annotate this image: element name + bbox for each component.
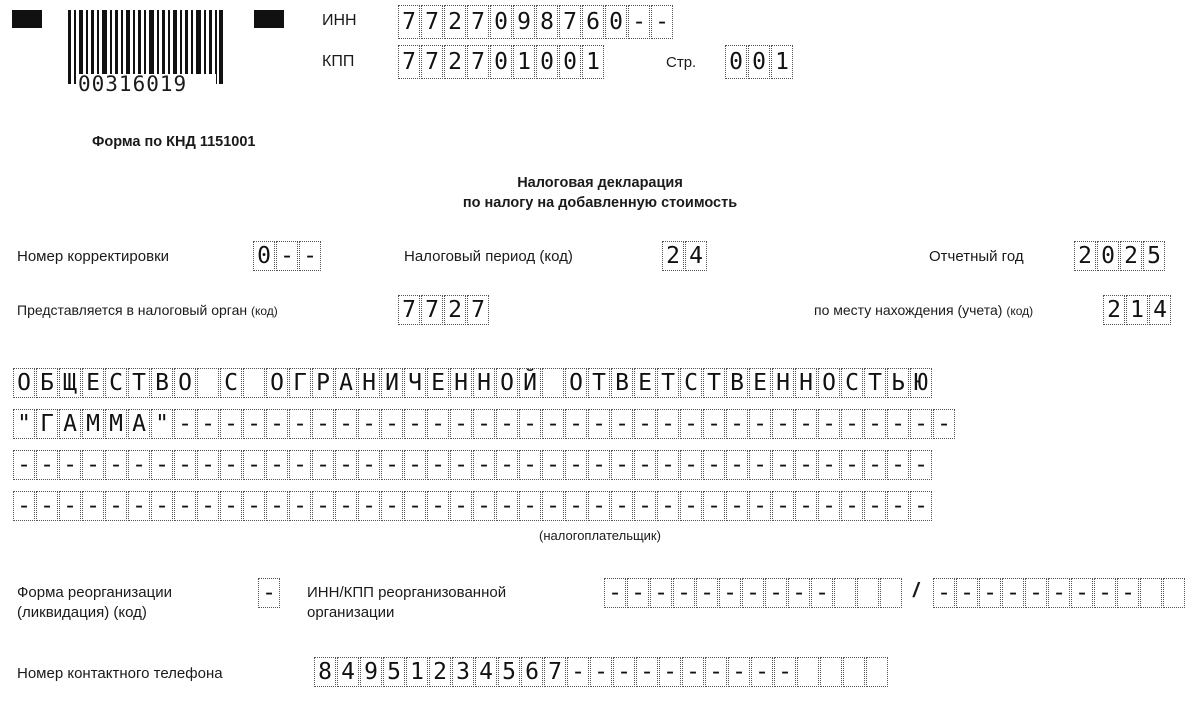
char-cell[interactable]: Г xyxy=(36,409,58,439)
char-cell[interactable]: - xyxy=(726,450,748,480)
char-cell[interactable]: С xyxy=(841,368,863,398)
char-cell[interactable]: - xyxy=(59,491,81,521)
char-cell[interactable]: - xyxy=(174,491,196,521)
char-cell[interactable]: 5 xyxy=(1143,241,1165,271)
char-cell[interactable]: 6 xyxy=(582,5,604,39)
taxpayer-row-4[interactable] xyxy=(13,491,933,521)
char-cell[interactable]: - xyxy=(751,657,773,687)
char-cell[interactable]: 5 xyxy=(383,657,405,687)
char-cell[interactable]: - xyxy=(841,450,863,480)
char-cell[interactable]: - xyxy=(811,578,833,608)
char-cell[interactable]: - xyxy=(358,450,380,480)
char-cell[interactable]: - xyxy=(567,657,589,687)
char-cell[interactable]: 2 xyxy=(1103,295,1125,325)
char-cell[interactable]: 4 xyxy=(685,241,707,271)
char-cell[interactable]: - xyxy=(289,491,311,521)
char-cell[interactable]: - xyxy=(887,450,909,480)
char-cell[interactable] xyxy=(866,657,888,687)
char-cell[interactable]: - xyxy=(13,450,35,480)
char-cell[interactable]: - xyxy=(680,450,702,480)
char-cell[interactable]: - xyxy=(933,409,955,439)
taxpayer-row-3[interactable] xyxy=(13,450,933,480)
char-cell[interactable]: - xyxy=(13,491,35,521)
char-cell[interactable]: - xyxy=(404,409,426,439)
char-cell[interactable]: - xyxy=(59,450,81,480)
char-cell[interactable]: - xyxy=(604,578,626,608)
char-cell[interactable]: 0 xyxy=(253,241,275,271)
location-cells[interactable] xyxy=(1103,295,1172,325)
char-cell[interactable]: - xyxy=(542,491,564,521)
char-cell[interactable]: - xyxy=(243,450,265,480)
char-cell[interactable]: - xyxy=(220,491,242,521)
char-cell[interactable]: 0 xyxy=(1097,241,1119,271)
char-cell[interactable] xyxy=(197,368,219,398)
char-cell[interactable]: - xyxy=(611,491,633,521)
char-cell[interactable]: - xyxy=(174,450,196,480)
location-label-text: по месту нахождения (учета) xyxy=(814,302,1003,318)
char-cell[interactable]: - xyxy=(910,409,932,439)
char-cell[interactable]: - xyxy=(519,409,541,439)
char-cell[interactable]: 0 xyxy=(725,45,747,79)
reorg-inn-kpp-label-line-1: ИНН/КПП реорганизованной xyxy=(307,584,507,601)
char-cell[interactable]: - xyxy=(590,657,612,687)
char-cell[interactable]: - xyxy=(450,409,472,439)
taxpayer-row-1[interactable] xyxy=(13,368,933,398)
char-cell[interactable]: - xyxy=(565,450,587,480)
char-cell[interactable]: - xyxy=(696,578,718,608)
char-cell[interactable]: - xyxy=(519,491,541,521)
title-line-2: по налогу на добавленную стоимость xyxy=(462,195,738,211)
char-cell[interactable]: - xyxy=(627,578,649,608)
correction-cells[interactable] xyxy=(253,241,322,271)
char-cell[interactable]: - xyxy=(220,450,242,480)
char-cell[interactable]: " xyxy=(13,409,35,439)
char-cell[interactable]: - xyxy=(243,409,265,439)
char-cell[interactable]: - xyxy=(795,491,817,521)
document-title xyxy=(300,173,900,213)
char-cell[interactable]: Т xyxy=(703,368,725,398)
barcode xyxy=(66,8,226,98)
char-cell[interactable]: 6 xyxy=(521,657,543,687)
char-cell[interactable]: Е xyxy=(749,368,771,398)
char-cell[interactable]: - xyxy=(657,409,679,439)
char-cell[interactable]: Й xyxy=(519,368,541,398)
char-cell[interactable]: 2 xyxy=(444,45,466,79)
kpp-label: КПП xyxy=(322,53,355,70)
char-cell[interactable]: - xyxy=(788,578,810,608)
char-cell[interactable]: - xyxy=(657,491,679,521)
char-cell[interactable]: - xyxy=(381,450,403,480)
char-cell[interactable]: - xyxy=(299,241,321,271)
char-cell[interactable]: 7 xyxy=(398,45,420,79)
char-cell[interactable]: - xyxy=(197,409,219,439)
char-cell[interactable]: 2 xyxy=(444,295,466,325)
tax-authority-label-suffix: (код) xyxy=(250,304,278,318)
char-cell[interactable]: 2 xyxy=(429,657,451,687)
char-cell[interactable]: - xyxy=(772,409,794,439)
char-cell[interactable]: Н xyxy=(795,368,817,398)
char-cell[interactable]: - xyxy=(381,491,403,521)
char-cell[interactable]: - xyxy=(128,491,150,521)
char-cell[interactable]: И xyxy=(381,368,403,398)
char-cell[interactable]: О xyxy=(13,368,35,398)
char-cell[interactable]: - xyxy=(588,409,610,439)
char-cell[interactable]: - xyxy=(105,450,127,480)
char-cell[interactable] xyxy=(843,657,865,687)
char-cell[interactable]: - xyxy=(841,491,863,521)
registration-marker-right xyxy=(254,10,284,28)
char-cell[interactable]: - xyxy=(1117,578,1139,608)
char-cell[interactable]: 0 xyxy=(490,45,512,79)
page-label: Стр. xyxy=(666,54,697,71)
char-cell[interactable]: 4 xyxy=(475,657,497,687)
char-cell[interactable]: - xyxy=(818,409,840,439)
char-cell[interactable]: - xyxy=(335,409,357,439)
char-cell[interactable]: - xyxy=(772,491,794,521)
char-cell[interactable]: 0 xyxy=(490,5,512,39)
char-cell[interactable]: - xyxy=(473,450,495,480)
char-cell[interactable]: - xyxy=(496,450,518,480)
char-cell[interactable]: - xyxy=(197,491,219,521)
char-cell[interactable] xyxy=(243,368,265,398)
char-cell[interactable]: - xyxy=(312,409,334,439)
char-cell[interactable]: - xyxy=(36,450,58,480)
inn-label: ИНН xyxy=(322,12,357,29)
char-cell[interactable]: - xyxy=(749,491,771,521)
char-cell[interactable]: - xyxy=(358,409,380,439)
char-cell[interactable]: Н xyxy=(772,368,794,398)
char-cell[interactable]: 0 xyxy=(605,5,627,39)
char-cell[interactable]: - xyxy=(565,409,587,439)
tax-authority-label-text: Представляется в налоговый орган xyxy=(17,302,248,318)
reorg-form-cells[interactable] xyxy=(258,578,281,608)
reorg-form-label-line-1: Форма реорганизации xyxy=(17,584,172,601)
char-cell[interactable]: 8 xyxy=(314,657,336,687)
reorg-form-label-line-2: (ликвидация) (код) xyxy=(17,604,147,621)
char-cell[interactable]: Т xyxy=(128,368,150,398)
char-cell[interactable]: Щ xyxy=(59,368,81,398)
taxpayer-caption: (налогоплательщик) xyxy=(539,528,661,543)
char-cell[interactable]: - xyxy=(703,450,725,480)
char-cell[interactable] xyxy=(1140,578,1162,608)
char-cell[interactable]: - xyxy=(680,491,702,521)
title-line-1: Налоговая декларация xyxy=(517,175,683,191)
taxpayer-row-2[interactable] xyxy=(13,409,956,439)
char-cell[interactable]: - xyxy=(1025,578,1047,608)
char-cell[interactable]: - xyxy=(703,491,725,521)
reorg-separator: / xyxy=(913,580,919,602)
correction-label: Номер корректировки xyxy=(17,248,170,265)
period-cells[interactable] xyxy=(662,241,708,271)
char-cell[interactable]: Е xyxy=(634,368,656,398)
char-cell[interactable]: Ю xyxy=(910,368,932,398)
char-cell[interactable]: - xyxy=(289,450,311,480)
char-cell[interactable]: Е xyxy=(427,368,449,398)
char-cell[interactable]: 8 xyxy=(536,5,558,39)
location-label-suffix: (код) xyxy=(1006,304,1034,318)
char-cell[interactable]: - xyxy=(496,409,518,439)
inn-cells[interactable] xyxy=(398,5,674,39)
char-cell[interactable]: Т xyxy=(864,368,886,398)
char-cell[interactable]: Ь xyxy=(887,368,909,398)
char-cell[interactable]: М xyxy=(82,409,104,439)
char-cell[interactable]: 5 xyxy=(498,657,520,687)
char-cell[interactable] xyxy=(834,578,856,608)
char-cell[interactable]: 7 xyxy=(467,45,489,79)
char-cell[interactable]: 7 xyxy=(398,5,420,39)
reorg-inn-kpp-label-line-2: организации xyxy=(307,604,395,621)
char-cell[interactable] xyxy=(1163,578,1185,608)
char-cell[interactable]: - xyxy=(650,578,672,608)
char-cell[interactable]: - xyxy=(765,578,787,608)
char-cell[interactable]: С xyxy=(220,368,242,398)
char-cell[interactable]: Т xyxy=(588,368,610,398)
char-cell[interactable]: 9 xyxy=(360,657,382,687)
char-cell[interactable]: Н xyxy=(358,368,380,398)
char-cell[interactable]: - xyxy=(705,657,727,687)
char-cell[interactable]: - xyxy=(1071,578,1093,608)
char-cell[interactable]: - xyxy=(197,450,219,480)
char-cell[interactable]: - xyxy=(381,409,403,439)
phone-label: Номер контактного телефона xyxy=(17,665,223,682)
char-cell[interactable]: 1 xyxy=(771,45,793,79)
char-cell[interactable]: - xyxy=(979,578,1001,608)
char-cell[interactable]: - xyxy=(657,450,679,480)
char-cell[interactable]: - xyxy=(726,409,748,439)
char-cell[interactable]: - xyxy=(450,491,472,521)
char-cell[interactable]: - xyxy=(276,241,298,271)
char-cell[interactable]: 7 xyxy=(467,295,489,325)
char-cell[interactable]: А xyxy=(59,409,81,439)
char-cell[interactable]: - xyxy=(1048,578,1070,608)
char-cell[interactable]: - xyxy=(956,578,978,608)
char-cell[interactable]: - xyxy=(427,450,449,480)
char-cell[interactable]: - xyxy=(266,491,288,521)
char-cell[interactable]: - xyxy=(864,491,886,521)
char-cell[interactable]: 9 xyxy=(513,5,535,39)
location-label xyxy=(814,302,1033,318)
char-cell[interactable]: - xyxy=(703,409,725,439)
char-cell[interactable]: Ч xyxy=(404,368,426,398)
period-label: Налоговый период (код) xyxy=(404,248,573,265)
char-cell[interactable]: 1 xyxy=(582,45,604,79)
char-cell[interactable]: В xyxy=(726,368,748,398)
char-cell[interactable]: - xyxy=(749,409,771,439)
char-cell[interactable]: - xyxy=(1094,578,1116,608)
char-cell[interactable]: - xyxy=(289,409,311,439)
char-cell[interactable]: - xyxy=(933,578,955,608)
char-cell[interactable]: - xyxy=(220,409,242,439)
char-cell[interactable]: - xyxy=(673,578,695,608)
year-label: Отчетный год xyxy=(929,248,1024,265)
char-cell[interactable]: - xyxy=(174,409,196,439)
char-cell[interactable]: А xyxy=(128,409,150,439)
char-cell[interactable]: - xyxy=(651,5,673,39)
char-cell[interactable]: - xyxy=(613,657,635,687)
char-cell[interactable]: С xyxy=(680,368,702,398)
char-cell[interactable]: 2 xyxy=(662,241,684,271)
char-cell[interactable]: - xyxy=(36,491,58,521)
char-cell[interactable]: - xyxy=(774,657,796,687)
char-cell[interactable]: - xyxy=(404,450,426,480)
char-cell[interactable]: - xyxy=(588,491,610,521)
char-cell[interactable]: Б xyxy=(36,368,58,398)
char-cell[interactable]: 7 xyxy=(544,657,566,687)
char-cell[interactable]: - xyxy=(312,491,334,521)
char-cell[interactable]: Н xyxy=(450,368,472,398)
page-number-cells[interactable] xyxy=(725,45,794,79)
char-cell[interactable]: 3 xyxy=(452,657,474,687)
year-cells[interactable] xyxy=(1074,241,1166,271)
char-cell[interactable]: " xyxy=(151,409,173,439)
char-cell[interactable]: - xyxy=(611,450,633,480)
char-cell[interactable]: - xyxy=(105,491,127,521)
char-cell[interactable]: - xyxy=(818,491,840,521)
char-cell[interactable]: - xyxy=(335,450,357,480)
char-cell[interactable]: 1 xyxy=(513,45,535,79)
registration-marker-left xyxy=(12,10,42,28)
char-cell[interactable]: Н xyxy=(473,368,495,398)
char-cell[interactable]: - xyxy=(634,409,656,439)
char-cell[interactable]: - xyxy=(864,409,886,439)
char-cell[interactable]: О xyxy=(496,368,518,398)
char-cell[interactable]: - xyxy=(496,491,518,521)
char-cell[interactable]: - xyxy=(742,578,764,608)
char-cell[interactable]: - xyxy=(542,450,564,480)
char-cell[interactable]: 7 xyxy=(467,5,489,39)
char-cell[interactable]: 7 xyxy=(421,295,443,325)
char-cell[interactable]: 0 xyxy=(748,45,770,79)
char-cell[interactable]: - xyxy=(634,450,656,480)
char-cell[interactable]: - xyxy=(519,450,541,480)
char-cell[interactable]: - xyxy=(542,409,564,439)
char-cell[interactable] xyxy=(797,657,819,687)
char-cell[interactable] xyxy=(820,657,842,687)
char-cell[interactable]: - xyxy=(680,409,702,439)
char-cell[interactable]: - xyxy=(772,450,794,480)
char-cell[interactable]: - xyxy=(258,578,280,608)
char-cell[interactable]: - xyxy=(628,5,650,39)
phone-cells[interactable] xyxy=(314,657,889,687)
char-cell[interactable]: - xyxy=(473,409,495,439)
char-cell[interactable]: - xyxy=(151,491,173,521)
char-cell[interactable]: В xyxy=(611,368,633,398)
reorg-kpp-cells[interactable] xyxy=(933,578,1186,608)
char-cell[interactable]: С xyxy=(105,368,127,398)
char-cell[interactable]: Т xyxy=(657,368,679,398)
kpp-cells[interactable] xyxy=(398,45,605,79)
char-cell[interactable]: 0 xyxy=(559,45,581,79)
char-cell[interactable]: - xyxy=(1002,578,1024,608)
char-cell[interactable]: 2 xyxy=(444,5,466,39)
tax-authority-cells[interactable] xyxy=(398,295,490,325)
char-cell[interactable]: - xyxy=(719,578,741,608)
char-cell[interactable]: В xyxy=(151,368,173,398)
char-cell[interactable]: - xyxy=(818,450,840,480)
tax-authority-label xyxy=(17,302,278,318)
char-cell[interactable]: 7 xyxy=(398,295,420,325)
char-cell[interactable]: О xyxy=(174,368,196,398)
char-cell[interactable]: - xyxy=(795,450,817,480)
char-cell[interactable]: - xyxy=(726,491,748,521)
char-cell[interactable]: М xyxy=(105,409,127,439)
char-cell[interactable]: 0 xyxy=(536,45,558,79)
reorg-form-label xyxy=(17,583,172,623)
char-cell[interactable]: - xyxy=(887,409,909,439)
char-cell[interactable]: 1 xyxy=(1126,295,1148,325)
char-cell[interactable]: - xyxy=(473,491,495,521)
char-cell[interactable]: - xyxy=(427,491,449,521)
char-cell[interactable]: - xyxy=(565,491,587,521)
char-cell[interactable]: - xyxy=(427,409,449,439)
char-cell[interactable]: - xyxy=(887,491,909,521)
char-cell[interactable]: О xyxy=(266,368,288,398)
char-cell[interactable]: А xyxy=(335,368,357,398)
char-cell[interactable]: - xyxy=(634,491,656,521)
char-cell[interactable]: - xyxy=(266,450,288,480)
char-cell[interactable]: - xyxy=(682,657,704,687)
reorg-inn-kpp-label xyxy=(307,583,506,623)
char-cell[interactable]: - xyxy=(910,450,932,480)
char-cell[interactable]: - xyxy=(659,657,681,687)
char-cell[interactable] xyxy=(857,578,879,608)
char-cell[interactable]: - xyxy=(841,409,863,439)
char-cell[interactable]: 4 xyxy=(337,657,359,687)
char-cell[interactable] xyxy=(880,578,902,608)
char-cell[interactable]: 7 xyxy=(421,5,443,39)
char-cell[interactable]: - xyxy=(404,491,426,521)
char-cell[interactable]: Г xyxy=(289,368,311,398)
char-cell[interactable]: - xyxy=(864,450,886,480)
char-cell[interactable]: Р xyxy=(312,368,334,398)
char-cell[interactable]: - xyxy=(335,491,357,521)
char-cell[interactable]: 7 xyxy=(559,5,581,39)
char-cell[interactable]: - xyxy=(728,657,750,687)
char-cell[interactable]: - xyxy=(588,450,610,480)
char-cell[interactable]: 2 xyxy=(1074,241,1096,271)
char-cell[interactable]: - xyxy=(82,450,104,480)
char-cell[interactable]: 2 xyxy=(1120,241,1142,271)
char-cell[interactable]: - xyxy=(636,657,658,687)
char-cell[interactable]: 7 xyxy=(421,45,443,79)
char-cell[interactable]: - xyxy=(266,409,288,439)
char-cell[interactable]: - xyxy=(151,450,173,480)
char-cell[interactable]: - xyxy=(611,409,633,439)
reorg-inn-cells[interactable] xyxy=(604,578,903,608)
char-cell[interactable]: О xyxy=(565,368,587,398)
char-cell[interactable]: - xyxy=(450,450,472,480)
char-cell[interactable]: 1 xyxy=(406,657,428,687)
char-cell[interactable]: - xyxy=(312,450,334,480)
form-code: Форма по КНД 1151001 xyxy=(92,134,256,150)
char-cell[interactable]: О xyxy=(818,368,840,398)
char-cell[interactable]: - xyxy=(243,491,265,521)
char-cell[interactable]: - xyxy=(128,450,150,480)
char-cell[interactable]: - xyxy=(749,450,771,480)
char-cell[interactable]: - xyxy=(795,409,817,439)
char-cell[interactable]: - xyxy=(910,491,932,521)
barcode-number: 00316019 xyxy=(78,72,188,96)
char-cell[interactable] xyxy=(542,368,564,398)
char-cell[interactable]: - xyxy=(358,491,380,521)
char-cell[interactable]: Е xyxy=(82,368,104,398)
char-cell[interactable]: 4 xyxy=(1149,295,1171,325)
char-cell[interactable]: - xyxy=(82,491,104,521)
